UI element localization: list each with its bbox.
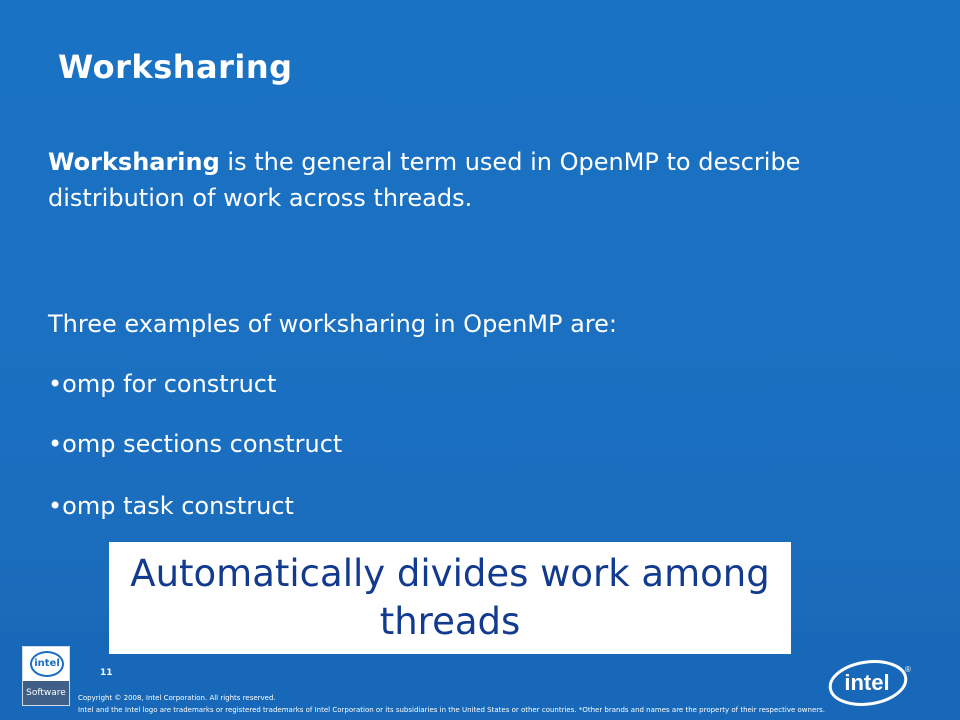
software-logo-brand: intel [30,651,64,677]
intro-bold-term: Worksharing [48,148,220,176]
examples-heading: Three examples of worksharing in OpenMP are: [48,310,617,338]
intel-logo-icon [826,656,914,706]
bullet-omp-for: •omp for construct [48,370,277,398]
intel-logo-mark: ® [905,665,911,674]
intro-paragraph [48,144,928,216]
bullet-omp-task: •omp task construct [48,492,294,520]
copyright-line-2: Intel and the Intel logo are trademarks or registered trademarks of Intel Corporation or its subsidiaries in the United States or other countries. *Other brands and names are the property of their respective owners. [78,706,826,714]
bullet-omp-sections: •omp sections construct [48,430,343,458]
callout-box [109,542,791,654]
intel-logo-text: intel [844,670,890,695]
software-logo-label: Software [23,681,69,705]
slide-title: Worksharing [58,48,293,86]
intro-rest: is the general term used in OpenMP to describe distribution of work across threads. [48,148,801,212]
callout-text: Automatically divides work among threads [130,552,770,643]
page-number: 11 [100,668,113,678]
copyright-line-1: Copyright © 2008, Intel Corporation. All rights reserved. [78,694,276,702]
intel-software-logo-icon [22,646,70,706]
